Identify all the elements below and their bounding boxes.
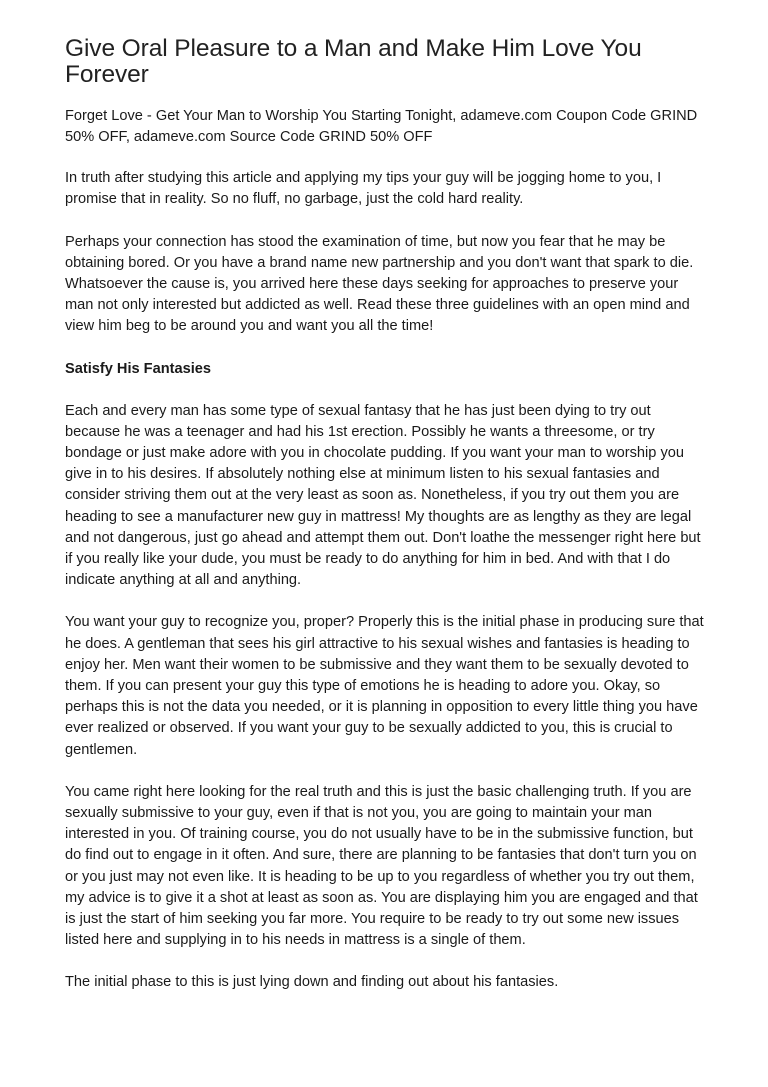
- document-subtitle: Forget Love - Get Your Man to Worship You Starting Tonight, adameve.com Coupon Code GRIND 50% OFF, adameve.com Source Code GRIND 50% OFF: [65, 108, 698, 145]
- intro-paragraph-2: Perhaps your connection has stood the examination of time, but now you fear that he may be obtaining bored. Or you have a brand name new partnership and you don't want that spark to die. Whatsoever the cause is, you arrived here these days seeking for approaches to preserve your man not only interested but addicted as well. Read these three guidelines with an open mind and view him beg to be around you and want you all the time!: [65, 233, 694, 335]
- section-paragraph-4: The initial phase to this is just lying down and finding out about his fantasies.: [65, 974, 559, 991]
- section-heading: Satisfy His Fantasies: [65, 360, 212, 377]
- section-paragraph-3: You came right here looking for the real truth and this is just the basic challenging truth. If you are sexually submissive to your guy, even if that is not you, you are going to maintain your man interested in you. Of training course, you do not usually have to be in the submissive function, but do find out to engage in it often. And sure, there are planning to be fantasies that don't turn you on or you just may not even like. It is heading to be up to you regardless of whether you try out them, my advice is to give it a shot at least as soon as. You are displaying him you are engaged and that is just the start of him seeking you far more. You require to be ready to try out some new issues listed here and supplying in to his needs in mattress is a single of them.: [65, 783, 698, 949]
- section-paragraph-2: You want your guy to recognize you, proper? Properly this is the initial phase in producing sure that he does. A gentleman that sees his girl attractive to his sexual wishes and fantasies is heading to enjoy her. Men want their women to be submissive and they want them to be sexually devoted to them. If you can present your guy this type of emotions he is heading to adore you. Okay, so perhaps this is not the data you needed, or it is planning in opposition to every little thing you have ever realized or observed. If you want your guy to be sexually addicted to you, this is crucial to gentlemen.: [65, 614, 704, 758]
- intro-paragraph-1: In truth after studying this article and applying my tips your guy will be jogging home to you, I promise that in reality. So no fluff, no garbage, just the cold hard reality.: [65, 170, 662, 208]
- document-title: Give Oral Pleasure to a Man and Make Him Love You Forever: [65, 35, 642, 88]
- section-paragraph-1: Each and every man has some type of sexual fantasy that he has just been dying to try out because he was a teenager and had his 1st erection. Possibly he wants a threesome, or try bondage or just make adore with you in chocolate pudding. If you want your man to worship you give in to his desires. If absolutely nothing else at minimum listen to his sexual fantasies and consider striving them out at the very least as soon as. Nonetheless, if you try out them you are heading to see a manufacturer new guy in mattress! My thoughts are as lengthy as they are legal and not dangerous, just go ahead and attempt them out. Don't loathe the messenger right here but if you really like your dude, you must be ready to do anything for him in bed. And with that I do indicate anything at all and anything.: [65, 402, 701, 589]
